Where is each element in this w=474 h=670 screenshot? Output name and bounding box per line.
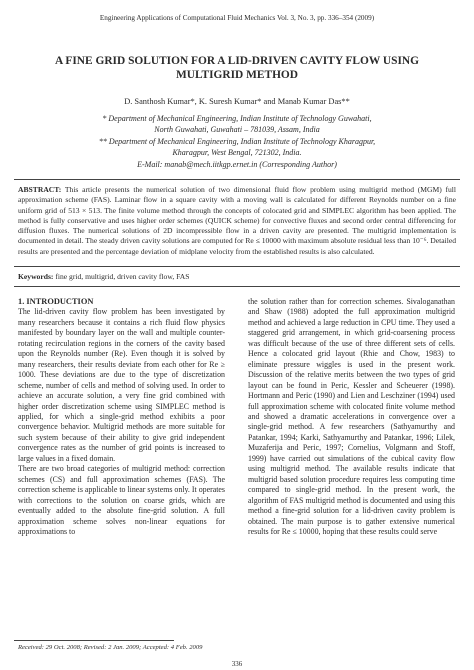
affiliations bbox=[40, 113, 434, 170]
author-list: D. Santhosh Kumar*, K. Suresh Kumar* and Manab Kumar Das** bbox=[124, 97, 350, 106]
column-right bbox=[248, 297, 455, 537]
footnote-rule bbox=[14, 640, 174, 641]
keywords-label: Keywords: bbox=[18, 272, 54, 281]
paper-title bbox=[40, 55, 434, 82]
abstract-label: ABSTRACT: bbox=[18, 185, 62, 194]
abstract bbox=[18, 185, 456, 257]
keywords bbox=[18, 272, 456, 281]
received-dates: Received: 29 Oct. 2008; Revised: 2 Jan. 2009; Accepted: 4 Feb. 2009 bbox=[18, 644, 203, 651]
affiliation-line: Kharagpur, West Bengal, 721302, India. bbox=[172, 148, 302, 158]
corresponding-email: E-Mail: manab@mech.iitkgp.ernet.in (Corresponding Author) bbox=[137, 159, 337, 169]
divider-bottom bbox=[14, 286, 460, 287]
title-line-2: MULTIGRID METHOD bbox=[175, 68, 299, 81]
paragraph: The lid-driven cavity flow problem has been investigated by many researchers because it contains a rich fluid flow physics manifested by boundary layer on the wall and multiple counter-rotating recirculation regions in the corners of the cavity based upon the Reynolds number (Re). Even though it is solved by many researchers, their results deviate from each other for Re ≥ 1000. These deviations are due to the type of discretization scheme, number of cells and method of solving used. In order to achieve an accurate solution, a very fine grid combined with higher order discretization scheme using SIMPLEC method is applied, for which a single-grid method exhibits a poor convergence behavior. Multigrid methods are more suitable for such system because of their ability to give grid independent convergence rates as the number of grid points is increased to large values in a fixed domain. bbox=[18, 307, 225, 463]
abstract-text: This article presents the numerical solution of two dimensional fluid flow problem using multigrid method (MGM) full approximation scheme (FAS). Laminar flow in a square cavity with a moving wall is calculated for different Reynolds number on a fine uniform grid of 513 × 513. The finite volume method through the concepts of colocated grid and SIMPLEC algorithm has been applied. The method is fully conservative and uses higher order schemes (QUICK scheme) for convective fluxes and second order central differencing for diffusion fluxes. The numerical solutions of 2D incompressible flow in a driven cavity are presented. The multigrid implementation is documented in detail. The steady driven cavity solutions are computed for Re ≤ 10000 with maximum absolute residual less than 10⁻⁶. Detailed results are presented and the percentage deviation of midplane velocity from the established results is also calculated. bbox=[18, 185, 456, 256]
title-line-1: A FINE GRID SOLUTION FOR A LID-DRIVEN CAVITY FLOW USING bbox=[54, 55, 420, 67]
divider-top bbox=[14, 179, 460, 180]
paragraph: There are two broad categories of multigrid method: correction schemes (CS) and full approximation schemes (FAS). The correction scheme is applicable to linear systems only. It operates with corrections to the solution on coarse grids, which are eventually added to the absolute fine-grid solution. A full approximation scheme solves non-linear equations for approximations to bbox=[18, 464, 225, 536]
affiliation-line: North Guwahati, Guwahati – 781039, Assam, India bbox=[154, 125, 320, 135]
keywords-text: fine grid, multigrid, driven cavity flow, FAS bbox=[55, 272, 190, 281]
column-left bbox=[18, 297, 225, 537]
journal-header: Engineering Applications of Computational Fluid Mechanics Vol. 3, No. 3, pp. 336–354 (2009) bbox=[99, 14, 375, 22]
section-heading: 1. INTRODUCTION bbox=[18, 297, 94, 306]
divider-middle bbox=[14, 266, 460, 267]
paragraph: the solution rather than for correction schemes. Sivaloganathan and Shaw (1988) adopted the full approximation multigrid method and achieved a large reduction in CPU time. They used a staggered grid arrangement, in which grid-coarsening process was difficult because of the use of three different sets of cells. Hence a colocated grid layout (Rhie and Chow, 1983) to eliminate pressure wiggles is used in the present work. Discussion of the relative merits between the two types of grid layout can be found in Peric, Kessler and Scheuerer (1998). Hortmann and Peric (1990) and Lien and Leschziner (1994) used full approximation scheme with colocated finite volume method and showed a dramatic accelerations in convergence over a single-grid method. A few researchers (Sathyamurthy and Patankar, 1994; Karki, Sathyamurthy and Patankar, 1996; Lilek, Muzaferija and Peric, 1997; Cornelius, Volgmann and Stoff, 1999) have carried out simulations of the cubical cavity flow using multigrid method. The available results indicate that multigrid based solution procedure requires less computing time compared to single-grid method. In the present work, the algorithm of FAS multigrid method is documented and using this method a fine-grid solution for a lid-driven cavity problem is obtained. The main purpose is to gather extensive numerical results for Re ≤ 10000, hoping that these results could serve bbox=[248, 297, 455, 536]
affiliation-line: ** Department of Mechanical Engineering, Indian Institute of Technology Kharagpur, bbox=[98, 136, 376, 146]
page-number: 336 bbox=[231, 660, 243, 668]
affiliation-line: * Department of Mechanical Engineering, Indian Institute of Technology Guwahati, bbox=[102, 114, 372, 123]
